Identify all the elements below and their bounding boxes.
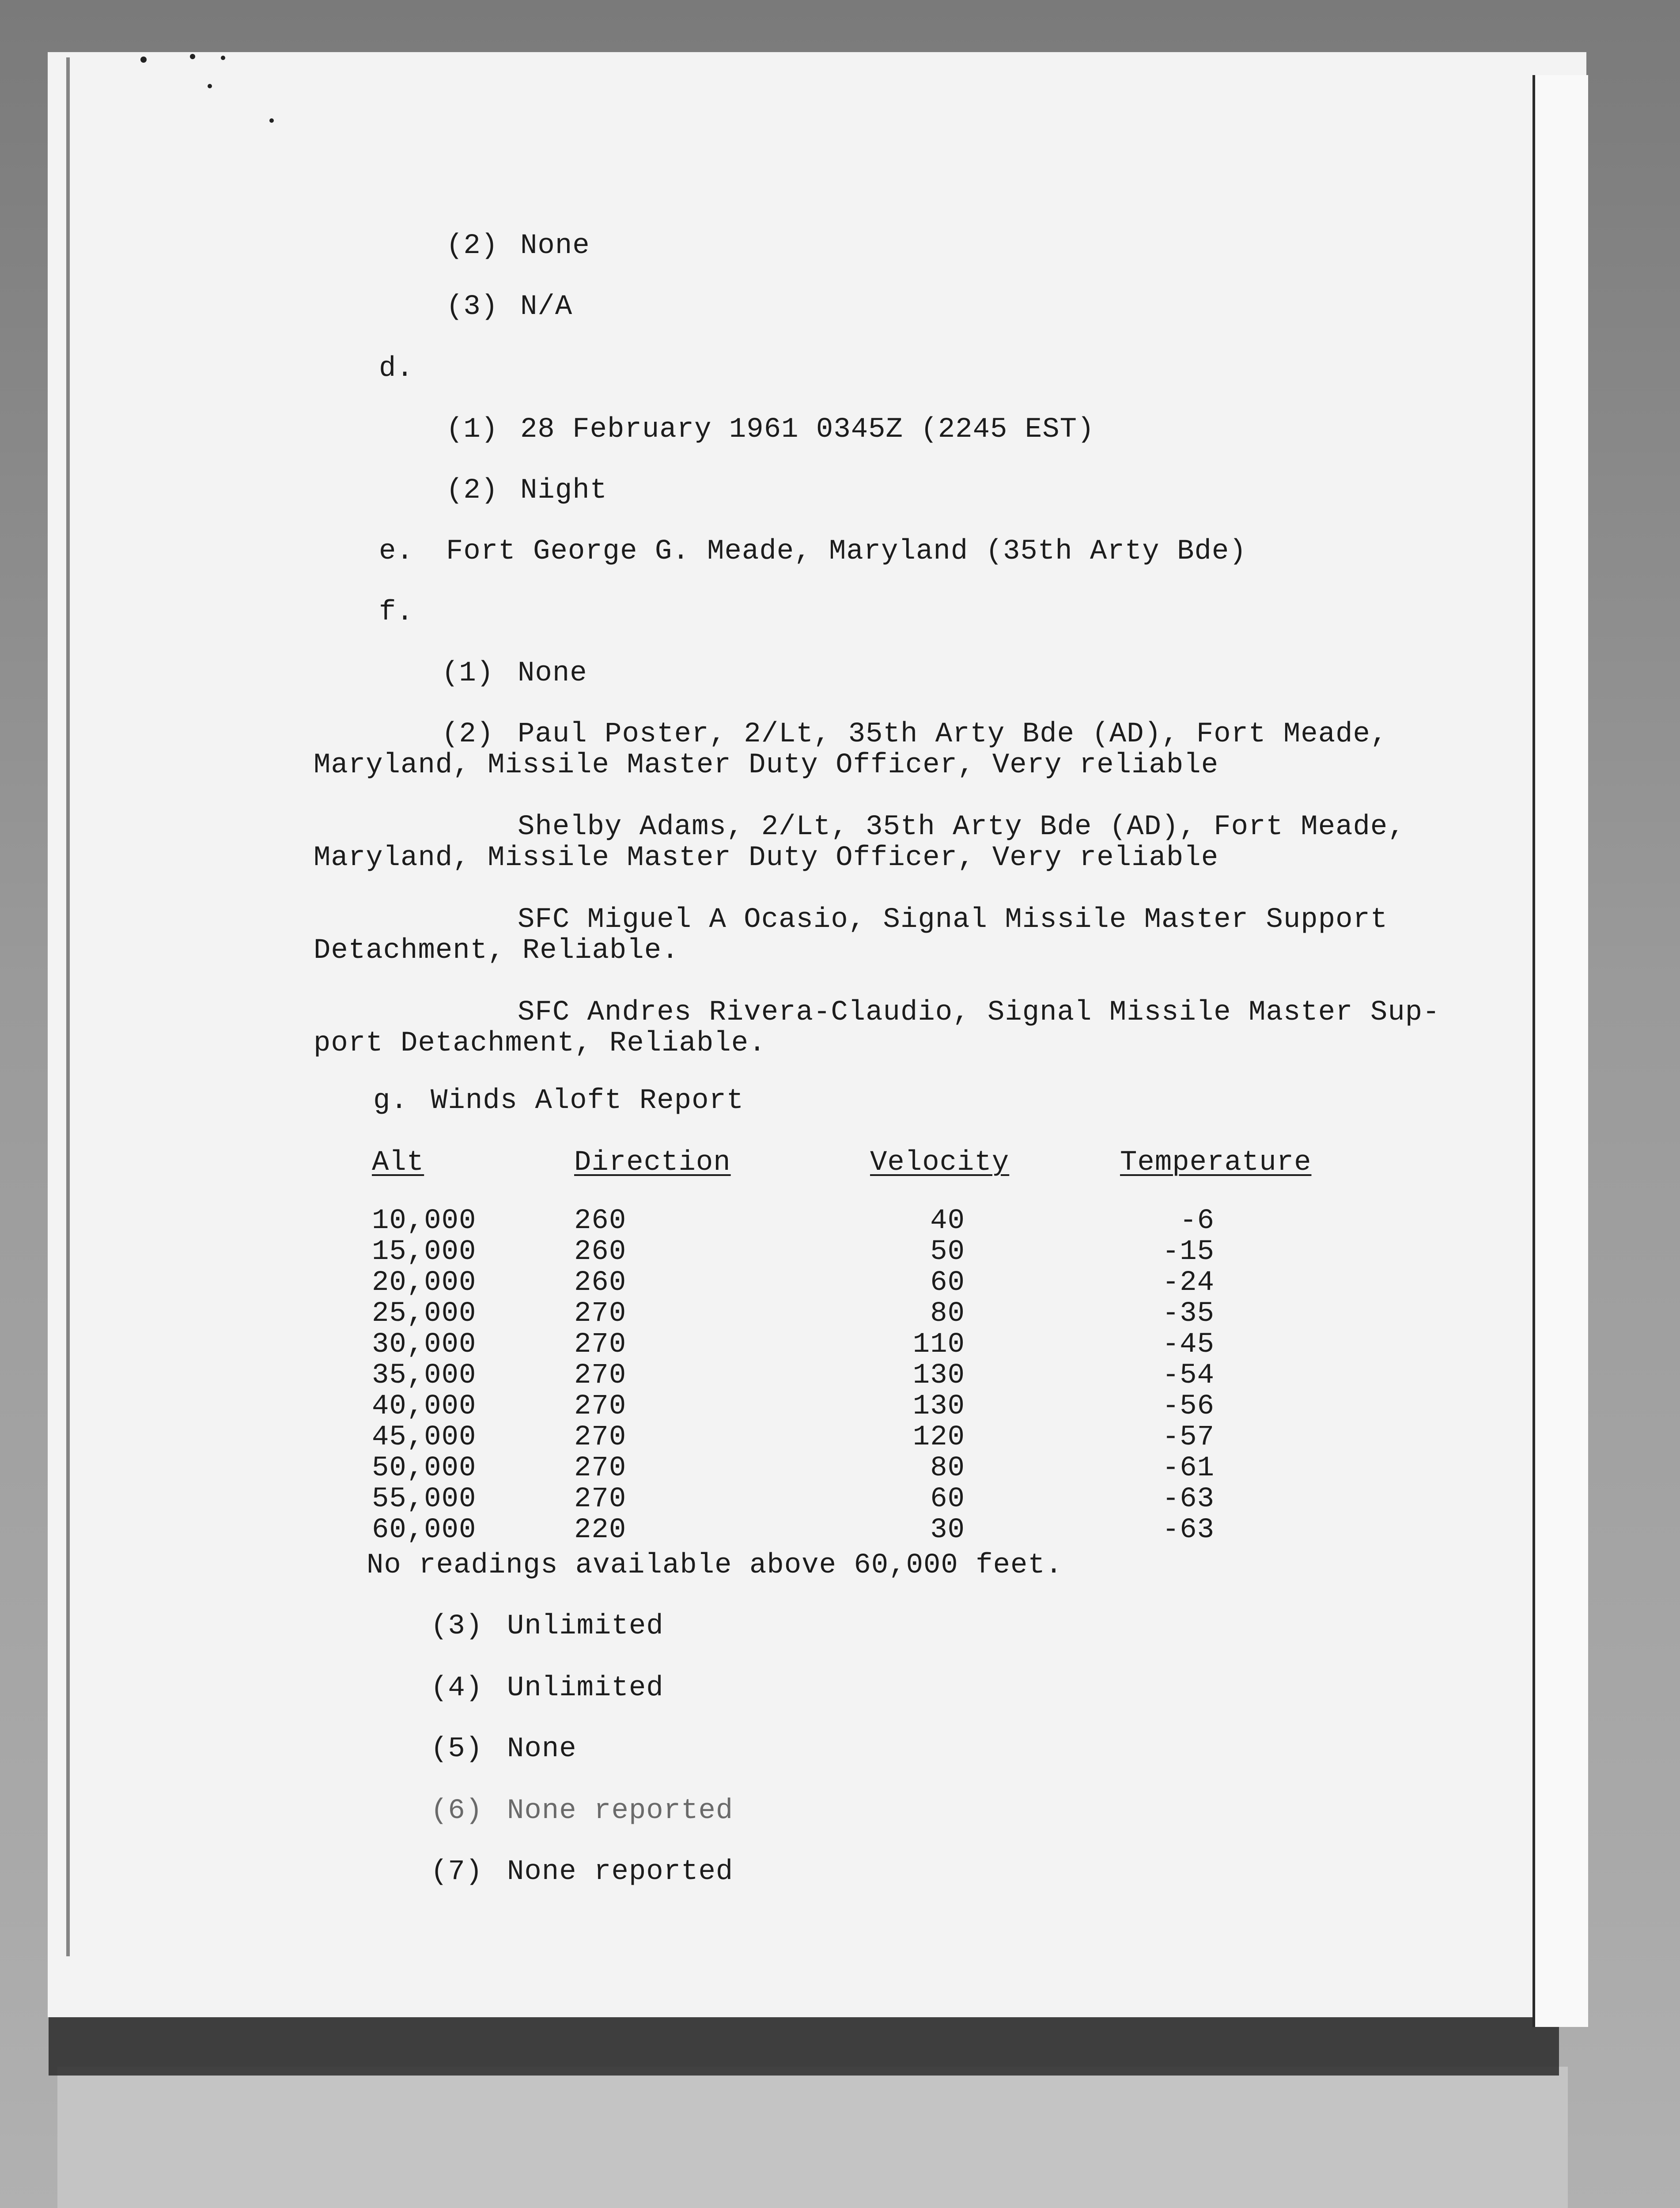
- d-item-2-number: (2): [446, 475, 499, 507]
- winds-cell-direction: 260: [574, 1267, 627, 1299]
- header-velocity: Velocity: [870, 1147, 1010, 1179]
- section-f-label: f.: [379, 597, 414, 628]
- winds-aloft-title: Winds Aloft Report: [431, 1085, 744, 1117]
- winds-cell-direction: 270: [574, 1452, 627, 1484]
- winds-cell-velocity: 80: [930, 1298, 965, 1330]
- winds-cell-alt: 55,000: [372, 1483, 477, 1515]
- winds-cell-direction: 220: [574, 1514, 627, 1546]
- d-item-1-text: 28 February 1961 0345Z (2245 EST): [520, 414, 1095, 446]
- scan-dust: [190, 54, 195, 59]
- winds-cell-alt: 25,000: [372, 1298, 477, 1330]
- winds-cell-temperature: -6: [1180, 1205, 1215, 1237]
- winds-cell-alt: 40,000: [372, 1391, 477, 1422]
- winds-cell-temperature: -15: [1162, 1236, 1215, 1268]
- scan-dust: [269, 118, 274, 123]
- winds-cell-velocity: 60: [930, 1483, 965, 1515]
- witness-3-line-2: Detachment, Reliable.: [314, 935, 679, 967]
- witness-4-line-1: SFC Andres Rivera-Claudio, Signal Missile Master Sup-: [518, 997, 1440, 1028]
- item-2-number: (2): [446, 230, 499, 262]
- winds-cell-velocity: 110: [912, 1329, 965, 1361]
- winds-note: No readings available above 60,000 feet.: [367, 1550, 1063, 1581]
- winds-cell-alt: 35,000: [372, 1360, 477, 1391]
- witness-2-line-2: Maryland, Missile Master Duty Officer, Very reliable: [314, 842, 1219, 874]
- winds-cell-temperature: -56: [1162, 1391, 1215, 1422]
- item-5b-number: (5): [431, 1733, 483, 1765]
- page-right-edge: [1532, 75, 1588, 2027]
- scan-dust: [221, 56, 225, 60]
- winds-cell-alt: 45,000: [372, 1422, 477, 1453]
- section-e-text: Fort George G. Meade, Maryland (35th Arty Bde): [446, 536, 1247, 567]
- winds-cell-temperature: -61: [1162, 1452, 1215, 1484]
- winds-cell-alt: 20,000: [372, 1267, 477, 1299]
- item-6b-text: None reported: [507, 1795, 734, 1827]
- header-direction: Direction: [574, 1147, 731, 1179]
- winds-cell-velocity: 30: [930, 1514, 965, 1546]
- f-item-2-number: (2): [442, 718, 494, 750]
- winds-cell-temperature: -35: [1162, 1298, 1215, 1330]
- underlying-sheet: [57, 2067, 1568, 2208]
- winds-cell-alt: 50,000: [372, 1452, 477, 1484]
- witness-2-line-1: Shelby Adams, 2/Lt, 35th Arty Bde (AD), Fort Meade,: [518, 811, 1405, 843]
- document-page: [48, 52, 1586, 2017]
- f-item-1-text: None: [518, 658, 587, 689]
- item-3-number: (3): [446, 291, 499, 323]
- winds-cell-alt: 10,000: [372, 1205, 477, 1237]
- scan-dust: [140, 57, 147, 63]
- winds-cell-velocity: 130: [912, 1391, 965, 1422]
- winds-cell-temperature: -63: [1162, 1514, 1215, 1546]
- header-alt: Alt: [372, 1147, 424, 1179]
- item-4b-text: Unlimited: [507, 1672, 664, 1704]
- item-7b-text: None reported: [507, 1856, 734, 1888]
- f-item-1-number: (1): [442, 658, 494, 689]
- winds-cell-velocity: 40: [930, 1205, 965, 1237]
- header-temperature: Temperature: [1120, 1147, 1312, 1179]
- winds-cell-temperature: -63: [1162, 1483, 1215, 1515]
- item-2-text: None: [520, 230, 590, 262]
- winds-cell-velocity: 120: [912, 1422, 965, 1453]
- winds-cell-direction: 260: [574, 1236, 627, 1268]
- winds-cell-alt: 30,000: [372, 1329, 477, 1361]
- item-4b-number: (4): [431, 1672, 483, 1704]
- winds-cell-direction: 270: [574, 1360, 627, 1391]
- winds-cell-temperature: -57: [1162, 1422, 1215, 1453]
- item-3b-text: Unlimited: [507, 1611, 664, 1642]
- winds-cell-direction: 270: [574, 1298, 627, 1330]
- winds-cell-velocity: 50: [930, 1236, 965, 1268]
- d-item-2-text: Night: [520, 475, 608, 507]
- winds-cell-direction: 270: [574, 1329, 627, 1361]
- winds-cell-direction: 270: [574, 1422, 627, 1453]
- item-6b-number: (6): [431, 1795, 483, 1827]
- winds-cell-alt: 60,000: [372, 1514, 477, 1546]
- section-d-label: d.: [379, 353, 414, 385]
- witness-4-line-2: port Detachment, Reliable.: [314, 1028, 766, 1059]
- winds-cell-velocity: 80: [930, 1452, 965, 1484]
- winds-cell-velocity: 60: [930, 1267, 965, 1299]
- item-3b-number: (3): [431, 1611, 483, 1642]
- witness-3-line-1: SFC Miguel A Ocasio, Signal Missile Master Support: [518, 904, 1388, 936]
- winds-cell-temperature: -45: [1162, 1329, 1215, 1361]
- winds-cell-temperature: -24: [1162, 1267, 1215, 1299]
- item-7b-number: (7): [431, 1856, 483, 1888]
- page-shadow: [49, 2014, 1559, 2076]
- winds-cell-direction: 270: [574, 1391, 627, 1422]
- winds-cell-direction: 270: [574, 1483, 627, 1515]
- scan-edge-mark: [66, 57, 70, 1956]
- winds-cell-temperature: -54: [1162, 1360, 1215, 1391]
- winds-cell-alt: 15,000: [372, 1236, 477, 1268]
- d-item-1-number: (1): [446, 414, 499, 446]
- winds-cell-direction: 260: [574, 1205, 627, 1237]
- winds-cell-velocity: 130: [912, 1360, 965, 1391]
- section-e-label: e.: [379, 536, 414, 567]
- section-g-label: g.: [373, 1085, 408, 1117]
- witness-1-line-2: Maryland, Missile Master Duty Officer, Very reliable: [314, 749, 1219, 781]
- item-5b-text: None: [507, 1733, 577, 1765]
- scan-dust: [208, 84, 212, 88]
- witness-1-line-1: Paul Poster, 2/Lt, 35th Arty Bde (AD), Fort Meade,: [518, 718, 1388, 750]
- item-3-text: N/A: [520, 291, 573, 323]
